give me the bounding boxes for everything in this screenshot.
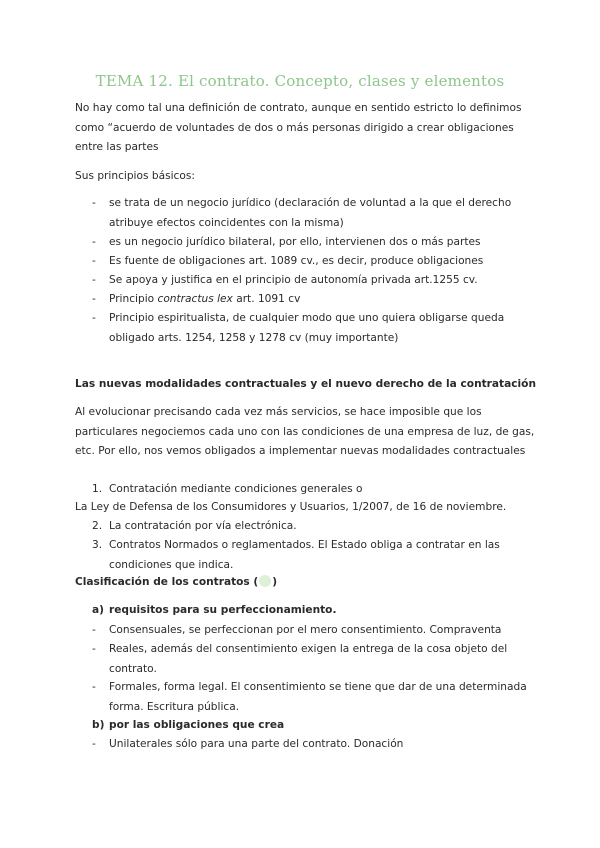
law-line: La Ley de Defensa de los Consumidores y Usuarios, 1/2007, de 16 de noviembre. — [75, 501, 507, 513]
bullet-dash: - — [92, 197, 96, 209]
intro-paragraph: No hay como tal una definición de contrato, aunque en sentido estricto lo definimos como “acuerdo de voluntades de dos o más personas dirigido a crear obligaciones entre las partes — [75, 102, 522, 153]
bullet-dash: - — [92, 293, 96, 305]
classification-text: Clasificación de los contratos ( — [75, 576, 259, 588]
bullet-dash: - — [92, 274, 96, 286]
bullet-dash: - — [92, 738, 96, 750]
bullet-dash: - — [92, 624, 96, 636]
modality-item: Contratos Normados o reglamentados. El Estado obliga a contratar en las condiciones que indica. — [109, 539, 500, 571]
class-item: Unilaterales sólo para una parte del contrato. Donación — [109, 738, 404, 750]
principle-item: Principio espiritualista, de cualquier modo que uno quiera obligarse queda obligado arts. 1254, 1258 y 1278 cv (muy importante) — [109, 312, 505, 344]
bullet-dash: - — [92, 312, 96, 324]
principle-item: Es fuente de obligaciones art. 1089 cv., es decir, produce obligaciones — [109, 255, 484, 267]
sublist-label: a) — [92, 604, 104, 616]
principle-item: Se apoya y justifica en el principio de autonomía privada art.1255 cv. — [109, 274, 478, 286]
principle-italic: contractus lex — [157, 293, 233, 305]
class-item: Consensuales, se perfeccionan por el mero consentimiento. Compraventa — [109, 624, 502, 636]
modality-item: La contratación por vía electrónica. — [109, 520, 297, 532]
sublist-heading: por las obligaciones que crea — [109, 719, 285, 731]
principle-text: art. 1091 cv — [232, 293, 301, 305]
section-heading: Las nuevas modalidades contractuales y el nuevo derecho de la contratación — [75, 378, 537, 390]
bullet-dash: - — [92, 681, 96, 693]
principles-heading: Sus principios básicos: — [75, 170, 195, 182]
page-title: TEMA 12. El contrato. Concepto, clases y elementos — [95, 72, 505, 90]
class-item: Formales, forma legal. El consentimiento se tiene que dar de una determinada forma. Escritura pública. — [109, 681, 527, 713]
section-paragraph: Al evolucionar precisando cada vez más servicios, se hace imposible que los particulares negociemos cada uno con las condiciones de una empresa de luz, de gas, etc. Por ello, nos vemos obligados a implementar nuevas modalidades contractuales — [75, 406, 535, 457]
classification-text-close: ) — [272, 576, 278, 588]
list-number: 2. — [92, 520, 103, 532]
principle-item-contractus — [109, 290, 539, 310]
highlight-mark — [259, 575, 271, 587]
sublist-heading: requisitos para su perfeccionamiento. — [109, 604, 337, 616]
sublist-label: b) — [92, 719, 105, 731]
list-number: 3. — [92, 539, 103, 551]
principle-item: se trata de un negocio jurídico (declaración de voluntad a la que el derecho atribuye efectos coincidentes con la misma) — [109, 197, 512, 229]
bullet-dash: - — [92, 236, 96, 248]
bullet-dash: - — [92, 643, 96, 655]
modality-item: Contratación mediante condiciones generales o — [109, 483, 363, 495]
list-number: 1. — [92, 483, 103, 495]
principle-item: es un negocio jurídico bilateral, por ello, intervienen dos o más partes — [109, 236, 481, 248]
classification-heading — [75, 573, 535, 593]
class-item: Reales, además del consentimiento exigen la entrega de la cosa objeto del contrato. — [109, 643, 508, 675]
principle-text: Principio — [109, 293, 158, 305]
bullet-dash: - — [92, 255, 96, 267]
